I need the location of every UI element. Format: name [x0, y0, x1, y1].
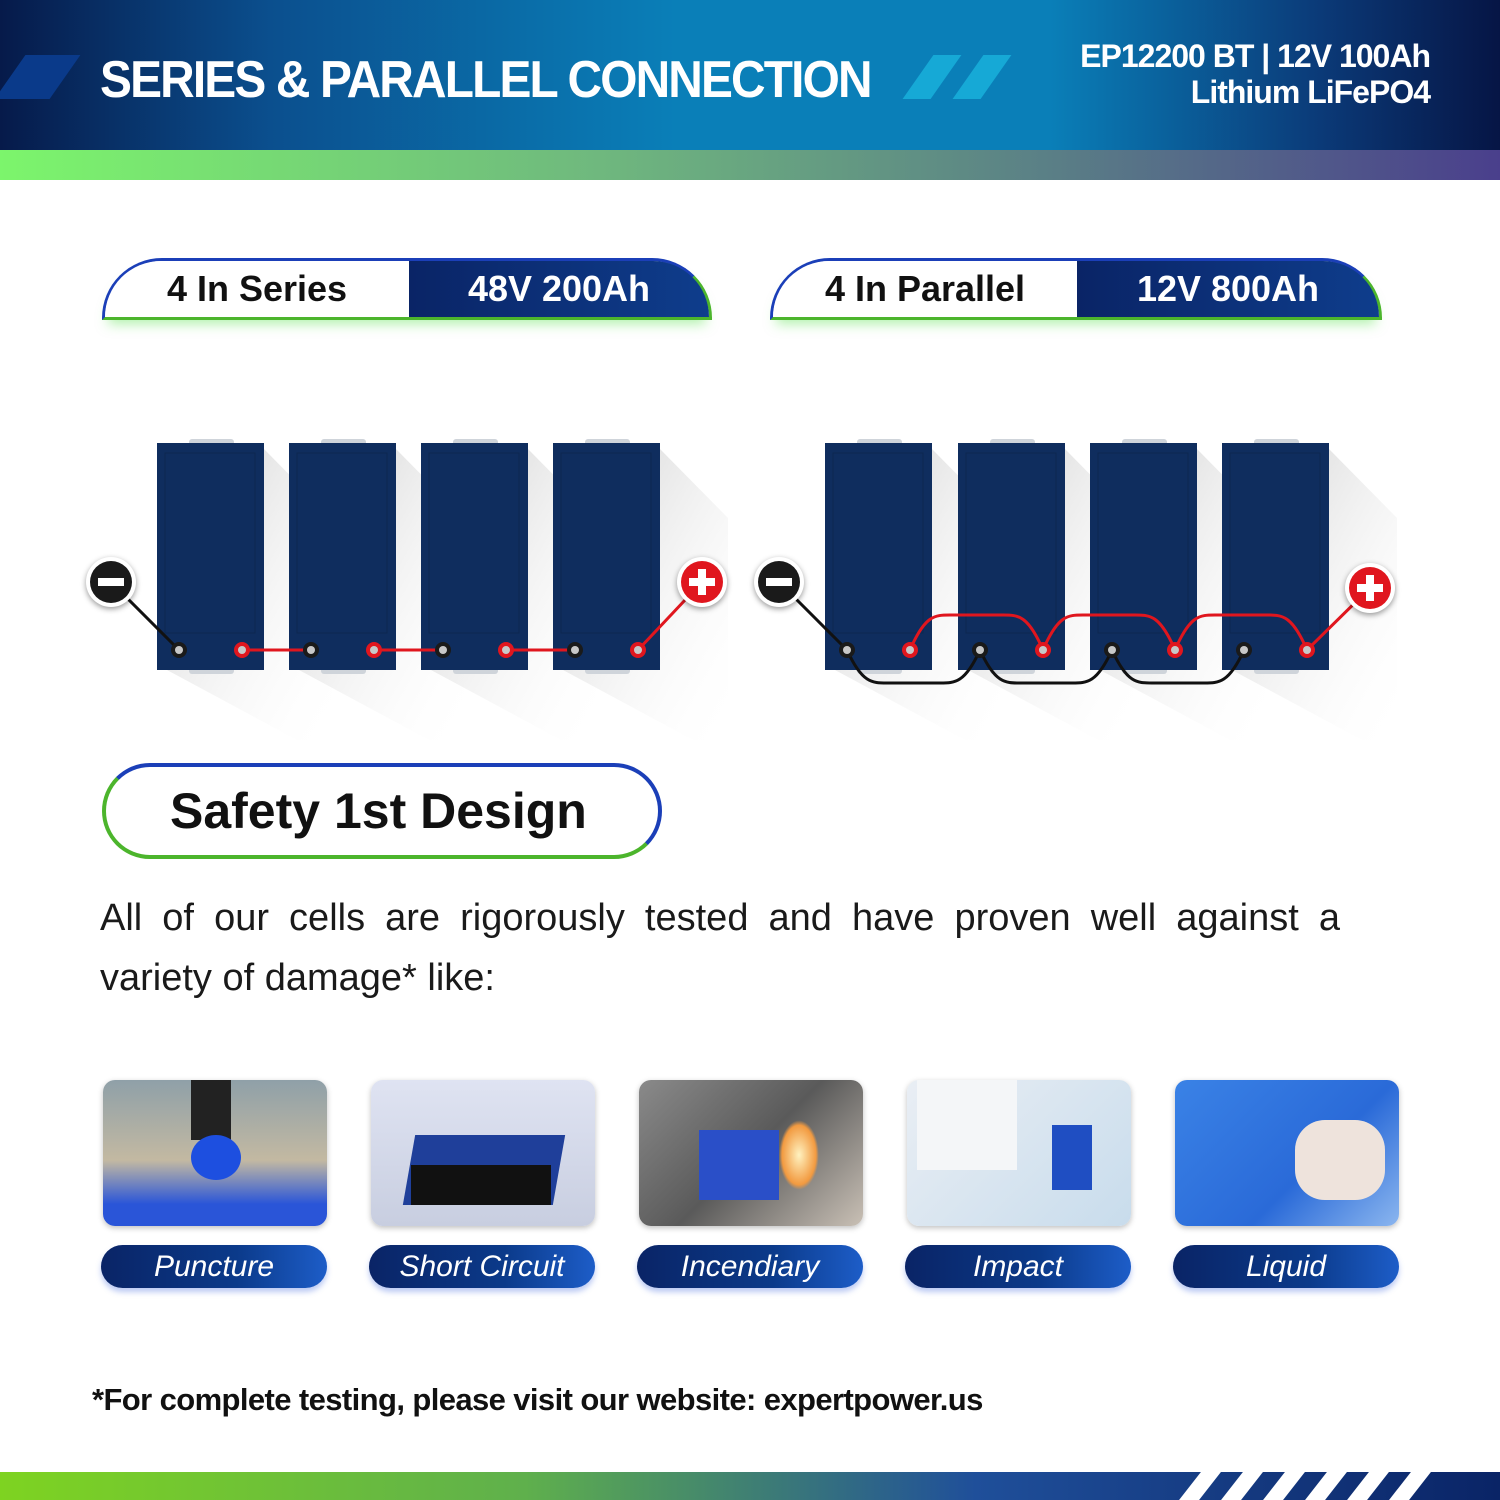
terminal-bolt — [843, 646, 851, 654]
test-label-liquid: Liquid — [1173, 1245, 1399, 1288]
short-circuit-image — [371, 1080, 595, 1226]
terminal-bolt — [1240, 646, 1248, 654]
terminal-bolt — [976, 646, 984, 654]
terminal-bolt — [1108, 646, 1116, 654]
terminal-bolt — [571, 646, 579, 654]
terminal-bolt — [634, 646, 642, 654]
model-info — [1080, 38, 1430, 110]
model-chemistry: Lithium LiFePO4 — [1190, 74, 1430, 110]
series-label: 4 In Series — [105, 261, 409, 317]
decor-slash — [903, 55, 962, 99]
test-label-short-circuit: Short Circuit — [369, 1245, 595, 1288]
safety-heading: Safety 1st Design — [102, 763, 662, 859]
battery-cell — [1222, 443, 1329, 670]
battery-diagram — [0, 420, 1500, 760]
battery-cell — [157, 443, 264, 670]
sign-bar — [766, 578, 792, 586]
model-name: EP12200 BT | 12V 100Ah — [1080, 38, 1430, 74]
terminal-bolt — [238, 646, 246, 654]
sign-bar — [698, 569, 706, 595]
incendiary-image — [639, 1080, 863, 1226]
parallel-label: 4 In Parallel — [773, 261, 1077, 317]
series-pill — [102, 258, 712, 320]
liquid-image — [1175, 1080, 1399, 1226]
test-label-puncture: Puncture — [101, 1245, 327, 1288]
terminal-bolt — [1039, 646, 1047, 654]
terminal-bolt — [1171, 646, 1179, 654]
terminal-bolt — [1303, 646, 1311, 654]
terminal-bolt — [439, 646, 447, 654]
safety-description: All of our cells are rigorously tested and have proven well against a variety of damage* like: — [100, 897, 1340, 999]
decor-slash — [953, 55, 1012, 99]
gradient-strip — [0, 150, 1500, 180]
terminal-bolt — [502, 646, 510, 654]
terminal-bolt — [370, 646, 378, 654]
battery-cell — [553, 443, 660, 670]
parallel-pill — [770, 258, 1382, 320]
sign-bar — [1366, 575, 1374, 601]
terminal-bolt — [175, 646, 183, 654]
terminal-bolt — [906, 646, 914, 654]
series-rating: 48V 200Ah — [409, 261, 709, 317]
footnote: *For complete testing, please visit our website: expertpower.us — [92, 1382, 983, 1417]
puncture-image — [103, 1080, 327, 1226]
test-label-incendiary: Incendiary — [637, 1245, 863, 1288]
sign-bar — [98, 578, 124, 586]
header-banner — [0, 0, 1500, 150]
test-label-impact: Impact — [905, 1245, 1131, 1288]
decor-slash — [0, 55, 80, 99]
battery-cell — [421, 443, 528, 670]
page-title: SERIES & PARALLEL CONNECTION — [100, 51, 871, 109]
parallel-rating: 12V 800Ah — [1077, 261, 1379, 317]
battery-cell — [289, 443, 396, 670]
terminal-bolt — [307, 646, 315, 654]
impact-image — [907, 1080, 1131, 1226]
